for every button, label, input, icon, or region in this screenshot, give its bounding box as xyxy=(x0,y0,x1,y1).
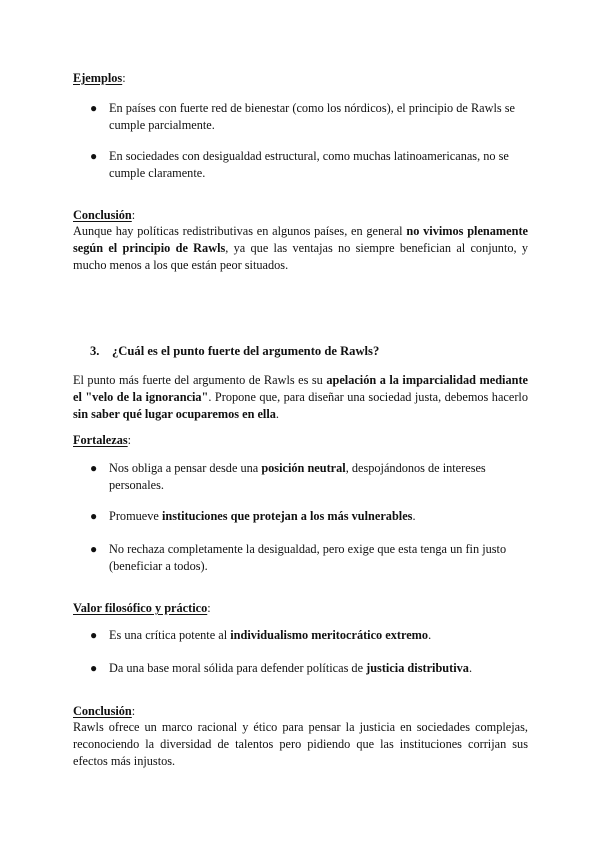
intro-paragraph: El punto más fuerte del argumento de Rawls es su apelación a la imparcialidad mediante el "velo de la ignorancia". Propone que, para diseñar una sociedad justa, debemos hacerlo sin saber qué lugar ocuparemos en ella. xyxy=(73,373,528,421)
bullet-icon: ● xyxy=(90,149,98,163)
list-item: ● En sociedades con desigualdad estructural, como muchas latinoamericanas, no se cumple claramente. xyxy=(90,149,509,180)
bullet-icon: ● xyxy=(90,542,98,556)
bullet-icon: ● xyxy=(90,101,98,115)
list-item: ● Nos obliga a pensar desde una posición neutral, despojándonos de intereses personales. xyxy=(90,461,486,492)
conclusion-heading: Conclusión: xyxy=(73,208,136,222)
ejemplos-heading: Ejemplos: xyxy=(73,71,126,85)
list-item: ● Da una base moral sólida para defender políticas de justicia distributiva. xyxy=(90,661,473,675)
bullet-icon: ● xyxy=(90,661,98,675)
conclusion-paragraph: Rawls ofrece un marco racional y ético para pensar la justicia en sociedades complejas, reconociendo la diversidad de talentos pero pidiendo que las instituciones corrijan sus efectos más injustos. xyxy=(73,720,528,768)
bullet-icon: ● xyxy=(90,509,98,523)
bullet-icon: ● xyxy=(90,628,98,642)
list-item: ● Es una crítica potente al individualismo meritocrático extremo. xyxy=(90,628,432,642)
list-item: ● No rechaza completamente la desigualdad, pero exige que esta tenga un fin justo (beneficiar a todos). xyxy=(90,542,507,573)
conclusion-paragraph: Aunque hay políticas redistributivas en algunos países, en general no vivimos plenamente según el principio de Rawls, ya que las ventajas no siempre benefician al conjunto, y mucho menos a los que están peor situados. xyxy=(73,224,529,272)
section-heading: 3. ¿Cuál es el punto fuerte del argumento de Rawls? xyxy=(90,344,380,358)
valor-heading: Valor filosófico y práctico: xyxy=(73,601,211,615)
list-item: ● Promueve instituciones que protejan a los más vulnerables. xyxy=(90,509,416,523)
list-item: ● En países con fuerte red de bienestar (como los nórdicos), el principio de Rawls se cumple parcialmente. xyxy=(90,101,516,132)
fortalezas-heading: Fortalezas: xyxy=(73,433,132,447)
bullet-icon: ● xyxy=(90,461,98,475)
conclusion-heading: Conclusión: xyxy=(73,704,136,718)
